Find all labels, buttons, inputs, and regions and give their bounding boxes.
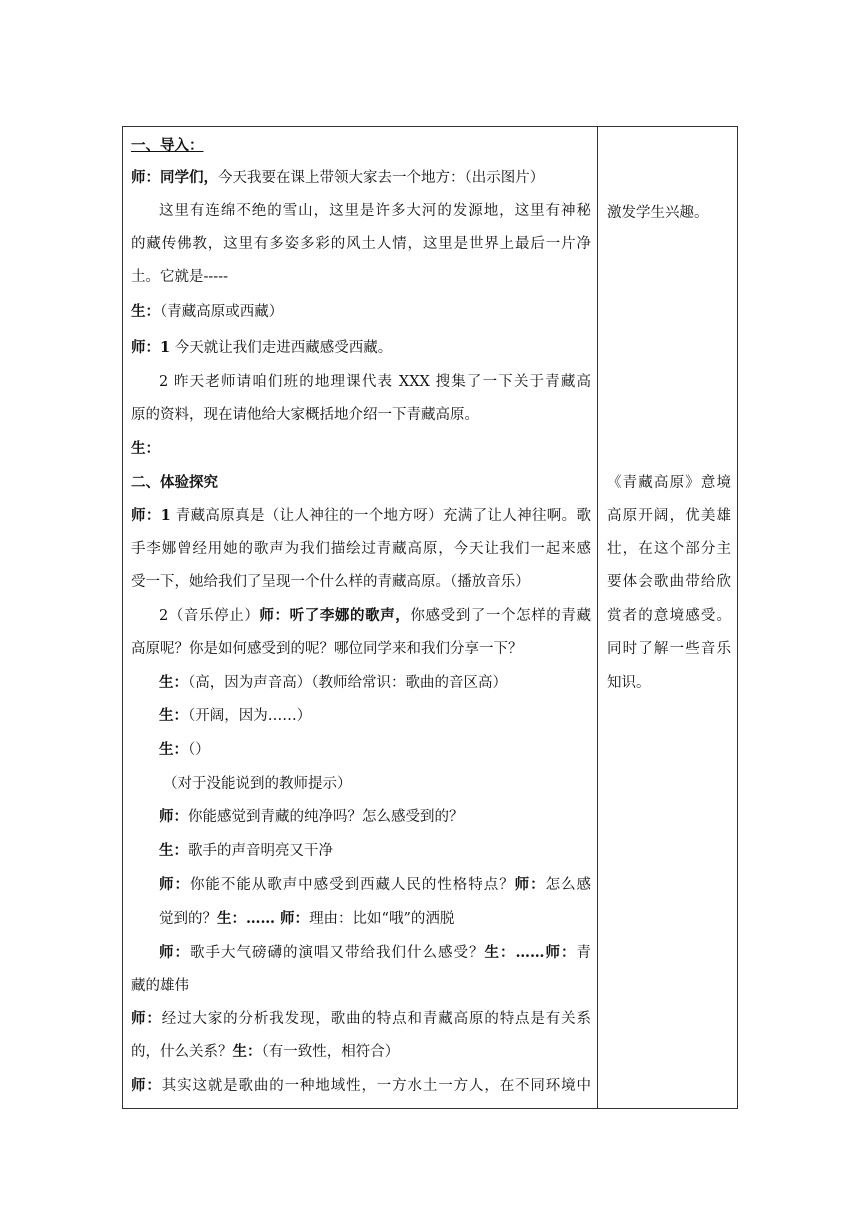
note-line: 高原开阔，优美雄 — [607, 508, 731, 524]
text-line: 高原呢？你是如何感受到的呢？哪位同学来和我们分享一下？ — [131, 641, 523, 657]
text-line: 生：（青藏高原或西藏） — [131, 303, 284, 320]
section-heading-intro: 一、导入： — [131, 137, 204, 154]
text-line: 师：1 青藏高原真是（让人神往的一个地方呀）充满了让人神往啊。歌 — [131, 507, 591, 524]
note-line: 赏者的意境感受。 — [607, 608, 731, 624]
note-line: 知识。 — [607, 675, 651, 691]
note-line: 壮，在这个部分主 — [607, 541, 731, 557]
text-line: 生：（高，因为声音高）（教师给常识：歌曲的音区高） — [159, 674, 507, 691]
text-line: 师：歌手大气磅礴的演唱又带给我们什么感受？生：……师：青 — [159, 944, 591, 961]
text-line: 的藏传佛教，这里有多姿多彩的风土人情，这里是世界上最后一片净 — [131, 236, 591, 252]
text-line: 这里有连绵不绝的雪山，这里是许多大河的发源地，这里有神秘 — [159, 203, 591, 219]
text-line: 师：你能不能从歌声中感受到西藏人民的性格特点？师：怎么感 — [159, 876, 592, 893]
text-line: 生：（） — [159, 741, 210, 758]
note-line: 同时了解一些音乐 — [607, 641, 731, 657]
text-line: 师：其实这就是歌曲的一种地域性，一方水土一方人，在不同环境中 — [131, 1077, 592, 1094]
text-line: 受一下，她给我们了呈现一个什么样的青藏高原。（播放音乐） — [131, 574, 530, 590]
text-line: （对于没能说到的教师提示） — [163, 776, 352, 792]
text-line: 觉到的？生：…… 师：理由：比如“哦”的洒脱 — [159, 910, 455, 927]
text-line: 师：你能感觉到青藏的纯净吗？怎么感受到的？ — [159, 808, 464, 825]
text-line: 原的资料，现在请他给大家概括地介绍一下青藏高原。 — [131, 407, 479, 423]
text-line: 的，什么关系？生：（有一致性，相符合） — [131, 1043, 400, 1060]
text-line: 生：歌手的声音明亮又干净 — [159, 842, 333, 859]
text-line: 生：（开阔，因为……） — [159, 707, 312, 724]
column-divider — [597, 127, 598, 1108]
text-line: 师：经过大家的分析我发现，歌曲的特点和青藏高原的特点是有关系 — [131, 1010, 592, 1027]
note-line: 《青藏高原》意境 — [607, 475, 731, 491]
text-line: 2 昨天老师请咱们班的地理课代表 XXX 搜集了一下关于青藏高 — [159, 374, 591, 390]
note-line: 要体会歌曲带给欣 — [607, 574, 731, 590]
text-line: 藏的雄伟 — [131, 978, 189, 994]
text-line: 生： — [131, 440, 160, 457]
text-line: 师：同学们，今天我要在课上带领大家去一个地方：（出示图片） — [131, 169, 545, 186]
section-heading-explore: 二、体验探究 — [131, 474, 218, 491]
text-line: 师：1 今天就让我们走进西藏感受西藏。 — [131, 339, 393, 356]
lesson-plan-table — [122, 126, 738, 1109]
text-line: 土。它就是----- — [131, 269, 228, 285]
text-line: 手李娜曾经用她的歌声为我们描绘过青藏高原，今天让我们一起来感 — [131, 541, 591, 557]
text-line: 2（音乐停止）师：听了李娜的歌声，你感受到了一个怎样的青藏 — [159, 607, 592, 624]
note-line: 激发学生兴趣。 — [607, 205, 709, 221]
